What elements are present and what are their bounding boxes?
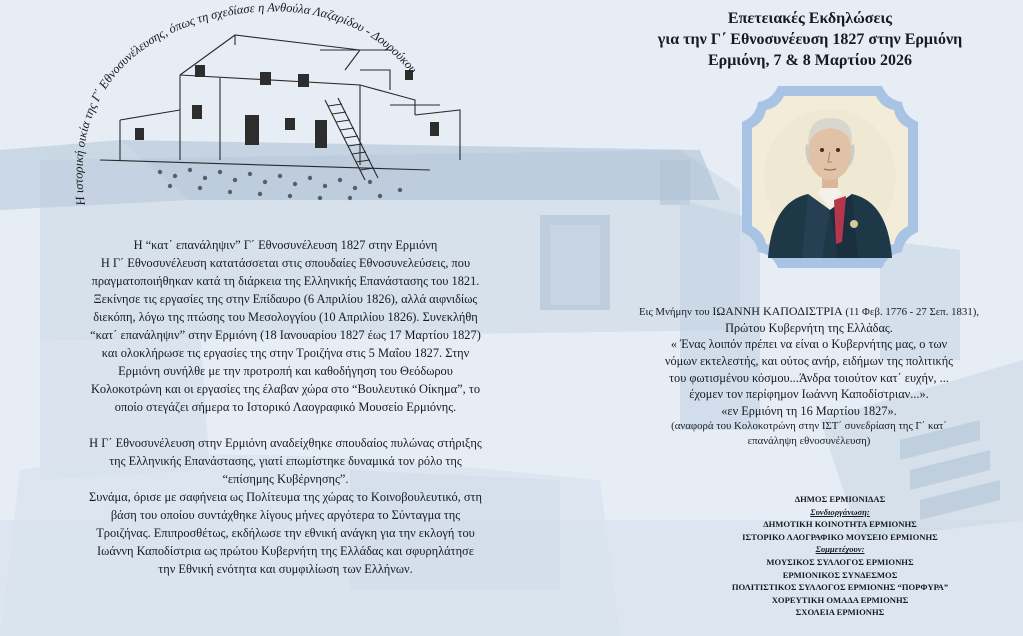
quote-source: «εν Ερμιόνη τη 16 Μαρτίου 1827». — [721, 403, 897, 418]
event-subtitle: για την Γ΄ Εθνοσυνέευση 1827 στην Ερμιόνη — [657, 31, 963, 48]
sketch-caption — [40, 0, 490, 215]
significance-line: την Εθνική ενότητα και συμφιλίωση των Ελλήνων. — [158, 562, 413, 576]
history-line: διεκόπη, λόγω της πτώσης του Μεσολογγίου (10 Απριλίου 1826). Συνεκλήθη — [93, 310, 478, 324]
svg-text:Η ιστορική οικία της Γ΄ Εθνοσυ: Η ιστορική οικία της Γ΄ Εθνοσυνέλευσης, όπως τη σχεδίασε η Ανθούλα Λαζαρίδου - Δουρούκου — [71, 0, 420, 207]
significance-line: Συνάμα, όρισε με σαφήνεια ως Πολίτευμα της χώρας το Κοινοβουλευτικό, στη — [89, 490, 482, 504]
participant: ΕΡΜΙΟΝΙΚΟΣ ΣΥΝΔΕΣΜΟΣ — [782, 569, 898, 580]
memorial-title: Πρώτου Κυβερνήτη της Ελλάδας. — [725, 320, 893, 335]
kapodistrias-name: ΙΩΑΝΝΗ ΚΑΠΟΔΙΣΤΡΙΑ — [712, 304, 843, 318]
event-title-line: Επετειακές Εκδηλώσεις — [727, 10, 893, 27]
organizer: ΔΗΜΟΣ ΕΡΜΙΟΝΙΔΑΣ — [794, 494, 886, 504]
significance-line: Ιωάννη Καποδίστρια ως πρώτου Κυβερνήτη της Ελλάδας και σφυρηλάτησε — [97, 544, 474, 558]
history-line: οποίο στεγάζει σήμερα το Ιστορικό Λαογραφικό Μουσείο Ερμιόνης. — [114, 400, 457, 414]
quote-line: του φωτισμένου κόσμου...Άνδρα τοιούτον κατ΄ ευχήν, ... — [669, 370, 949, 385]
coorganizer: ΙΣΤΟΡΙΚΟ ΛΑΟΓΡΑΦΙΚΟ ΜΟΥΣΕΙΟ ΕΡΜΙΟΝΗΣ — [742, 531, 938, 542]
event-date: Ερμιόνη, 7 & 8 Μαρτίου 2026 — [707, 52, 913, 69]
participant: ΧΟΡΕΥΤΙΚΗ ΟΜΑΔΑ ΕΡΜΙΟΝΗΣ — [771, 594, 909, 605]
event-title — [600, 8, 1020, 71]
memorial-line: Εις Μνήμην του ΙΩΑΝΝΗ ΚΑΠΟΔΙΣΤΡΙΑ (11 Φεβ. 1776 - 27 Σεπ. 1831), — [638, 304, 980, 318]
significance-line: βάση του οποίου συντάχθηκε λίγους μήνες αργότερα το Σύνταγμα της — [110, 508, 461, 522]
participant: ΜΟΥΣΙΚΟΣ ΣΥΛΛΟΓΟΣ ΕΡΜΙΟΝΗΣ — [766, 556, 914, 567]
participant: ΣΧΟΛΕΙΑ ΕΡΜΙΟΝΗΣ — [795, 607, 885, 618]
quote-line: « Ένας λοιπόν πρέπει να είναι ο Κυβερνήτης μας, ο των — [670, 337, 948, 352]
history-line: Η Γ΄ Εθνοσυνέλευση κατατάσσεται στις σπουδαίες Εθνοσυνελεύσεις, που — [100, 256, 471, 270]
history-line: Η “κατ΄ επανάληψιν” Γ΄ Εθνοσυνέλευση 1827 στην Ερμιόνη — [133, 238, 438, 252]
coorganizer: ΔΗΜΟΤΙΚΗ ΚΟΙΝΟΤΗΤΑ ΕΡΜΙΟΝΗΣ — [763, 519, 917, 530]
history-line: και ολοκλήρωσε τις εργασίες της στην Τροιζήνα στις 5 Μαΐου 1827. Στην — [101, 346, 470, 360]
quote-line: νόμων εκτελεστής, και ούτος ανήρ, ειδήμων της πολιτικής — [664, 353, 954, 368]
sponsors — [690, 493, 990, 619]
significance-line: της Ελληνικής Επανάστασης, γιατί επωμίστηκε δυναμικά τον ρόλο της — [109, 454, 462, 468]
participants-label: Συμμετέχουν: — [815, 544, 865, 555]
history-line: Ξεκίνησε τις εργασίες της στην Επίδαυρο (6 Απριλίου 1826), αλλά αιφνιδίως — [93, 292, 478, 306]
history-line: “κατ΄ επανάληψιν” στην Ερμιόνη (18 Ιανουαρίου 1827 έως 17 Μαρτίου 1827) — [90, 328, 481, 342]
quote-reference: επανάληψη εθνοσυνέλευση) — [747, 435, 871, 448]
significance-line: Η Γ΄ Εθνοσυνέλευση στην Ερμιόνη αναδείχθηκε σπουδαίος πυλώνας στήριξης — [89, 436, 482, 450]
history-line: πραγματοποιήθηκαν κατά τη διάρκεια της Ελληνικής Επανάστασης του 1821. — [91, 274, 480, 288]
kapodistrias-portrait — [738, 82, 922, 272]
quote-line: έχομεν τον περίφημον Ιωάννη Καποδίστριαν...». — [689, 387, 929, 402]
significance-line: Τροιζήνας. Επιπροσθέτως, εκδήλωσε την εθνική ανάγκη για την εκλογή του — [96, 526, 475, 540]
history-text — [18, 236, 553, 578]
history-line: Κολοκοτρώνη και οι εργασίες της έλαβαν χώρα στο “Βουλευτικό Οίκημα”, το — [90, 382, 481, 396]
coorganizer-label: Συνδιοργάνωση: — [810, 506, 870, 517]
history-line: Ερμιόνη συνήλθε με την προτροπή και καθοδήγηση του Θεόδωρου — [118, 364, 453, 378]
quote-reference: (αναφορά του Κολοκοτρώνη στην ΙΣΤ΄ συνεδρίαση της Γ΄ κατ΄ — [671, 420, 947, 433]
memorial-text — [596, 304, 1022, 449]
significance-line: “επίσημης Κυβέρνησης”. — [222, 472, 349, 486]
participant: ΠΟΛΙΤΙΣΤΙΚΟΣ ΣΥΛΛΟΓΟΣ ΕΡΜΙΟΝΗΣ “ΠΟΡΦΥΡΑ” — [731, 582, 949, 593]
